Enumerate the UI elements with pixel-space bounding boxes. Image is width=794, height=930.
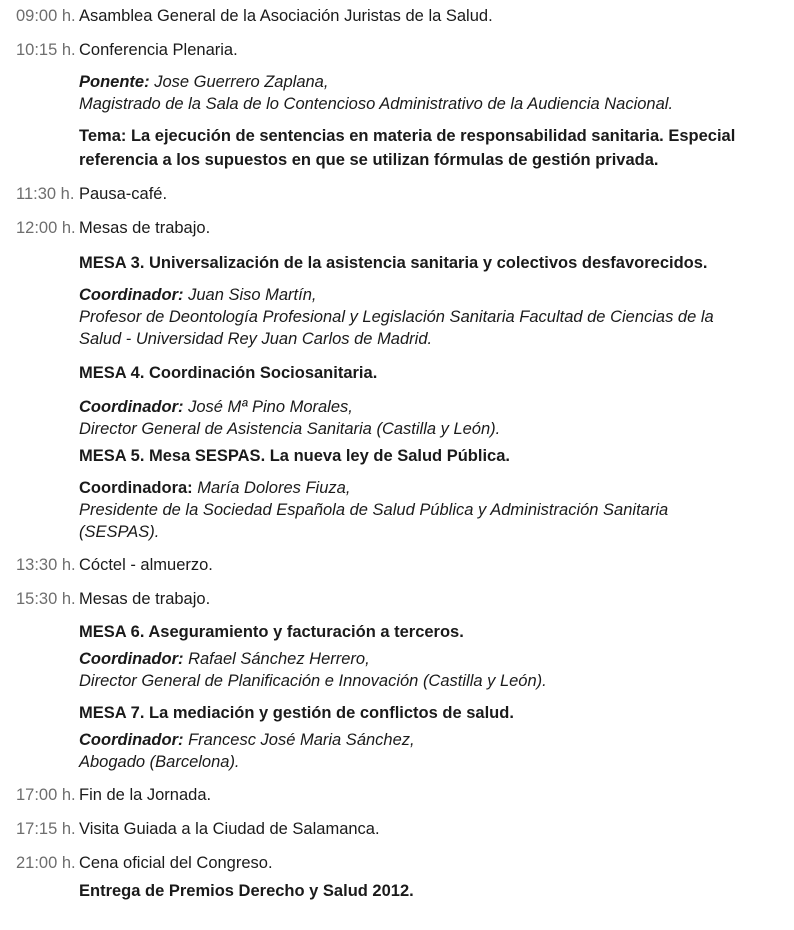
entry-content bbox=[79, 182, 794, 206]
entry-content bbox=[79, 587, 794, 773]
schedule-entry bbox=[0, 4, 794, 28]
entry-time: 13:30 h. bbox=[16, 556, 76, 574]
mesa-heading: MESA 4. Coordinación Sociosanitaria. bbox=[79, 364, 378, 382]
coordinator-role-label: Coordinadora: bbox=[79, 479, 193, 497]
entry-time: 10:15 h. bbox=[16, 41, 76, 59]
schedule-entry bbox=[0, 216, 794, 543]
entry-title: Asamblea General de la Asociación Juristas de la Salud. bbox=[79, 7, 493, 25]
schedule-entry bbox=[0, 783, 794, 807]
entry-time: 09:00 h. bbox=[16, 7, 76, 25]
mesa-heading: MESA 6. Aseguramiento y facturación a terceros. bbox=[79, 623, 464, 641]
entry-title: Mesas de trabajo. bbox=[79, 219, 211, 237]
mesa-heading: MESA 3. Universalización de la asistencia sanitaria y colectivos desfavorecidos. bbox=[79, 254, 708, 272]
entry-title: Conferencia Plenaria. bbox=[79, 41, 238, 59]
coordinator-affiliation: Profesor de Deontología Profesional y Legislación Sanitaria Facultad de Ciencias de la Salud - Universidad Rey Juan Carlos de Madrid. bbox=[79, 308, 714, 348]
coordinator-name: Francesc José Maria Sánchez, bbox=[188, 731, 415, 749]
entry-title: Fin de la Jornada. bbox=[79, 786, 212, 804]
entry-title: Cena oficial del Congreso. bbox=[79, 854, 273, 872]
speaker-name: Jose Guerrero Zaplana, bbox=[154, 73, 329, 91]
schedule-entry bbox=[0, 182, 794, 206]
conference-topic: Tema: La ejecución de sentencias en materia de responsabilidad sanitaria. Especial referencia a los supuestos en que se utilizan fórmulas de gestión privada. bbox=[79, 127, 736, 169]
coordinator-name: José Mª Pino Morales, bbox=[188, 398, 353, 416]
entry-title: Cóctel - almuerzo. bbox=[79, 556, 213, 574]
entry-content bbox=[79, 817, 794, 841]
coordinator-affiliation: Presidente de la Sociedad Española de Salud Pública y Administración Sanitaria (SESPAS). bbox=[79, 501, 669, 541]
coordinator-name: María Dolores Fiuza, bbox=[197, 479, 351, 497]
entry-time: 17:15 h. bbox=[16, 820, 76, 838]
mesa-coordinator bbox=[79, 396, 744, 440]
schedule-entry bbox=[0, 817, 794, 841]
entry-title: Pausa-café. bbox=[79, 185, 168, 203]
coordinator-role-label: Coordinador: bbox=[79, 650, 184, 668]
schedule-entry bbox=[0, 851, 794, 903]
schedule-entry bbox=[0, 587, 794, 773]
schedule-entry bbox=[0, 38, 794, 172]
mesa-heading: MESA 5. Mesa SESPAS. La nueva ley de Salud Pública. bbox=[79, 447, 510, 465]
entry-content bbox=[79, 553, 794, 577]
coordinator-role-label: Coordinador: bbox=[79, 731, 184, 749]
speaker-block bbox=[79, 71, 744, 115]
mesa-heading: MESA 7. La mediación y gestión de conflictos de salud. bbox=[79, 704, 514, 722]
entry-time: 17:00 h. bbox=[16, 786, 76, 804]
entry-content bbox=[79, 4, 794, 28]
mesa-coordinator bbox=[79, 729, 744, 773]
coordinator-affiliation: Director General de Asistencia Sanitaria (Castilla y León). bbox=[79, 420, 501, 438]
entry-time: 12:00 h. bbox=[16, 219, 76, 237]
entry-title: Visita Guiada a la Ciudad de Salamanca. bbox=[79, 820, 380, 838]
mesa-coordinator bbox=[79, 477, 744, 543]
entry-content bbox=[79, 783, 794, 807]
mesa-coordinator bbox=[79, 648, 744, 692]
entry-time: 11:30 h. bbox=[16, 185, 75, 203]
coordinator-role-label: Coordinador: bbox=[79, 398, 184, 416]
coordinator-affiliation: Director General de Planificación e Innovación (Castilla y León). bbox=[79, 672, 547, 690]
mesa-coordinator bbox=[79, 284, 744, 350]
award-ceremony: Entrega de Premios Derecho y Salud 2012. bbox=[79, 882, 414, 900]
schedule-entry bbox=[0, 553, 794, 577]
speaker-role-label: Ponente: bbox=[79, 73, 150, 91]
entry-content bbox=[79, 851, 794, 903]
coordinator-name: Juan Siso Martín, bbox=[188, 286, 317, 304]
coordinator-affiliation: Abogado (Barcelona). bbox=[79, 753, 240, 771]
entry-time: 21:00 h. bbox=[16, 854, 76, 872]
entry-content bbox=[79, 38, 794, 172]
coordinator-role-label: Coordinador: bbox=[79, 286, 184, 304]
entry-title: Mesas de trabajo. bbox=[79, 590, 211, 608]
entry-content bbox=[79, 216, 794, 543]
speaker-affiliation: Magistrado de la Sala de lo Contencioso Administrativo de la Audiencia Nacional. bbox=[79, 95, 674, 113]
coordinator-name: Rafael Sánchez Herrero, bbox=[188, 650, 370, 668]
entry-time: 15:30 h. bbox=[16, 590, 76, 608]
